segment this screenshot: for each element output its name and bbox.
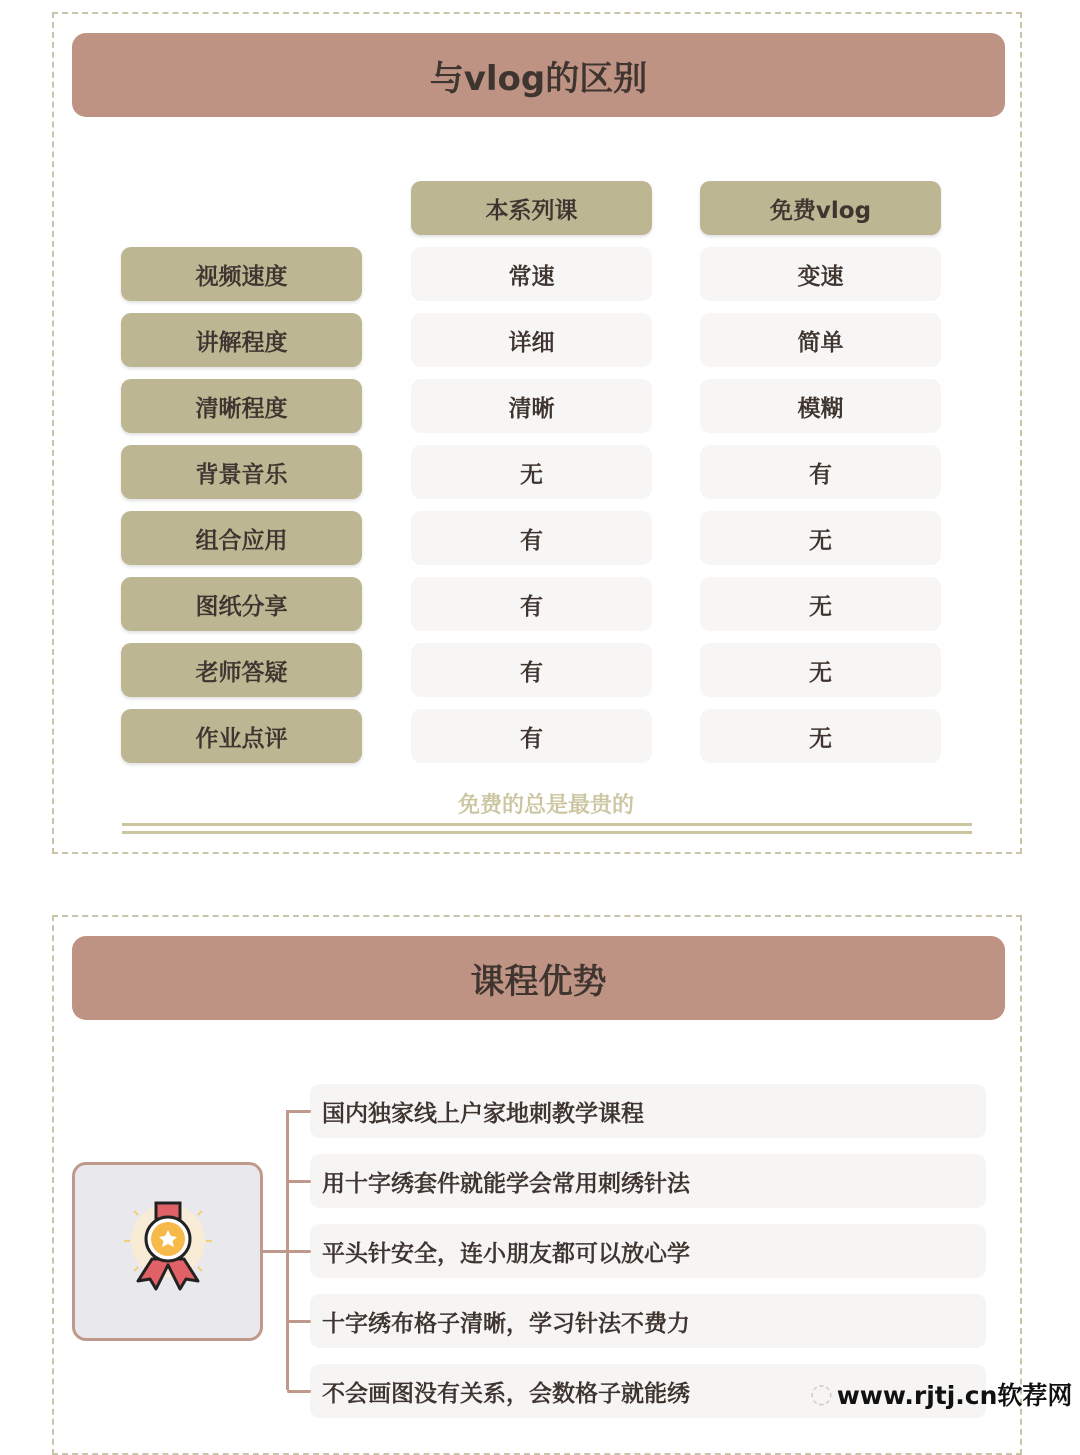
row-label: 讲解程度 <box>121 313 362 367</box>
course-value: 有 <box>411 709 652 763</box>
advantage-item: 国内独家线上户家地刺教学课程 <box>310 1084 986 1138</box>
column-header-vlog: 免费vlog <box>700 181 941 235</box>
footer-slogan: 免费的总是最贵的 <box>457 793 634 818</box>
vlog-value: 无 <box>700 709 941 763</box>
row-label: 作业点评 <box>121 709 362 763</box>
advantage-item: 不会画图没有关系，会数格子就能绣 <box>310 1364 986 1418</box>
advantage-item: 平头针安全，连小朋友都可以放心学 <box>310 1224 986 1278</box>
advantages-title: 课程优势 <box>72 936 1005 1020</box>
vlog-value: 无 <box>700 577 941 631</box>
row-label: 视频速度 <box>121 247 362 301</box>
footer-divider <box>122 823 972 834</box>
watermark <box>810 1376 1072 1412</box>
course-value: 清晰 <box>411 379 652 433</box>
column-header-course: 本系列课 <box>411 181 652 235</box>
course-value: 无 <box>411 445 652 499</box>
connector-trunk <box>262 1250 287 1253</box>
connector-branch <box>287 1250 311 1253</box>
vlog-value: 变速 <box>700 247 941 301</box>
advantage-item: 用十字绣套件就能学会常用刺绣针法 <box>310 1154 986 1208</box>
connector-branch <box>287 1180 311 1183</box>
comparison-title: 与vlog的区别 <box>72 33 1005 117</box>
course-value: 常速 <box>411 247 652 301</box>
medal-box <box>72 1162 263 1341</box>
medal-icon <box>118 1201 218 1301</box>
vlog-value: 简单 <box>700 313 941 367</box>
row-label: 背景音乐 <box>121 445 362 499</box>
course-value: 有 <box>411 643 652 697</box>
course-value: 有 <box>411 577 652 631</box>
row-label: 老师答疑 <box>121 643 362 697</box>
row-label: 组合应用 <box>121 511 362 565</box>
watermark-text: www.rjtj.cn软荐网 <box>836 1381 1073 1410</box>
row-label: 清晰程度 <box>121 379 362 433</box>
vlog-value: 有 <box>700 445 941 499</box>
course-value: 详细 <box>411 313 652 367</box>
connector-branch <box>287 1390 311 1393</box>
course-value: 有 <box>411 511 652 565</box>
vlog-value: 无 <box>700 643 941 697</box>
advantage-item: 十字绣布格子清晰，学习针法不费力 <box>310 1294 986 1348</box>
wechat-icon: ◌ <box>810 1379 833 1409</box>
vlog-value: 模糊 <box>700 379 941 433</box>
connector-branch <box>287 1320 311 1323</box>
connector-branch <box>287 1110 311 1113</box>
vlog-value: 无 <box>700 511 941 565</box>
row-label: 图纸分享 <box>121 577 362 631</box>
